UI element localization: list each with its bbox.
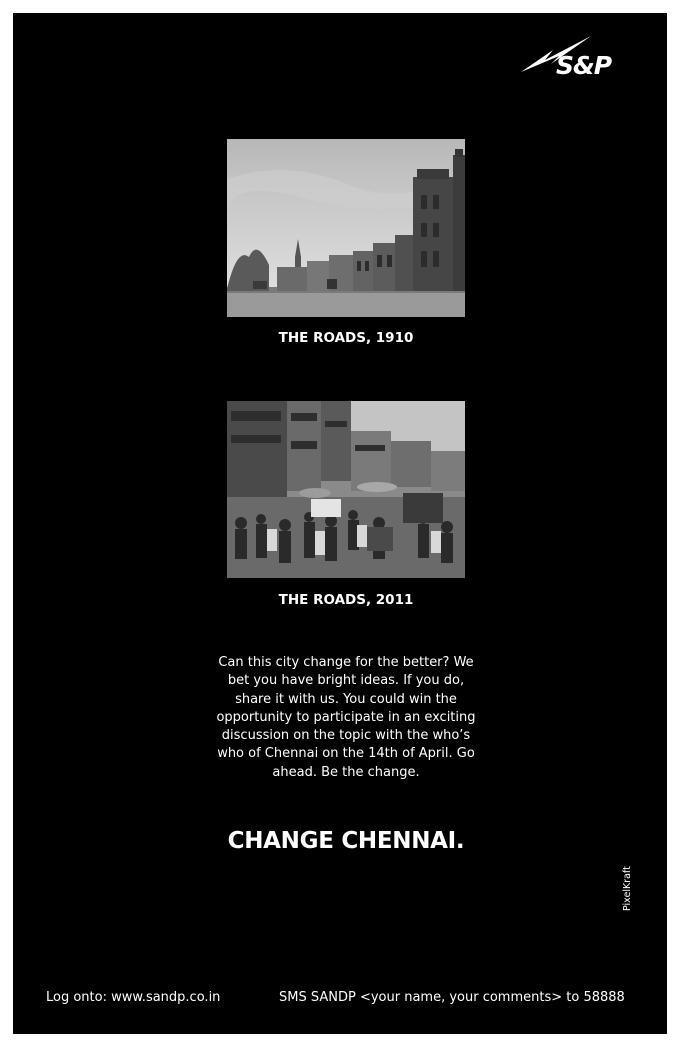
old-street-photo: [227, 139, 465, 317]
body-copy: Can this city change for the better? We bet you have bright ideas. If you do, share it with us. You could win the opportunity to participate in an exciting discussion on the topic with the who’s who of Chennai on the 14th of April. Go ahead. Be the change.: [216, 655, 476, 780]
caption-2011: THE ROADS, 2011: [278, 592, 414, 608]
logo-text: S&P: [556, 51, 612, 80]
crowded-street-photo: [227, 401, 465, 578]
website-link[interactable]: Log onto: www.sandp.co.in: [46, 990, 221, 1005]
advertisement: [13, 13, 667, 1034]
sms-instruction: SMS SANDP <your name, your comments> to 58888: [279, 990, 625, 1005]
headline: CHANGE CHENNAI.: [227, 828, 465, 854]
brand-logo: [521, 36, 639, 82]
agency-credit: PixelKraft: [622, 866, 633, 911]
caption-1910: THE ROADS, 1910: [278, 330, 414, 346]
